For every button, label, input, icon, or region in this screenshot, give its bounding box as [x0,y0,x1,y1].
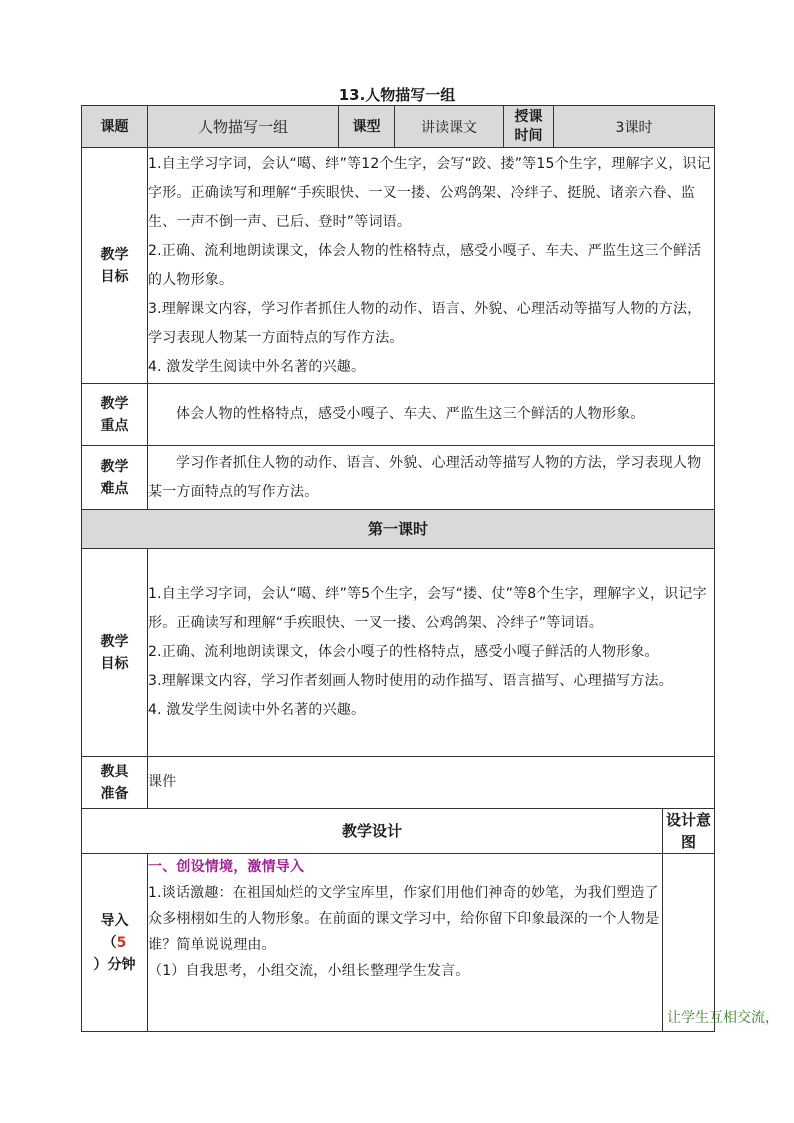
key-points-text: 体会人物的性格特点，感受小嘎子、车夫、严监生这三个鲜活的人物形象。 [148,384,715,446]
intro-label [82,854,148,1032]
intro-label-line-3: ）分钟 [93,956,136,973]
first-lesson-goals-label-line-2: 目标 [100,655,129,672]
key-points-row [82,384,715,446]
intent-column-header: 设计意图 [663,809,715,854]
first-lesson-row [82,510,715,549]
tools-label-line-1: 教具 [100,763,129,780]
first-lesson-goal-item: 4. 激发学生阅读中外名著的兴趣。 [148,702,366,718]
goal-item: 4. 激发学生阅读中外名著的兴趣。 [148,358,366,375]
goals-content [148,148,715,384]
tools-value: 课件 [148,757,715,809]
lesson-plan-table [81,105,779,1032]
type-value: 讲读课文 [395,106,504,148]
key-points-label [82,384,148,446]
time-value: 3课时 [554,106,715,148]
difficulties-label [82,446,148,510]
goals-label-line-2: 目标 [100,268,129,285]
difficulties-row [82,446,715,510]
first-lesson-goal-item: 3.理解课文内容，学习作者刻画人物时使用的动作描写、语言描写、心理描写方法。 [148,673,673,689]
tools-label [82,757,148,809]
tools-row [82,757,715,809]
goals-label [82,148,148,384]
first-lesson-goal-item: 1.自主学习字词，会认“噶、绊”等5个生字，会写“搂、仗”等8个生字，理解字义，识记字形。正确读写和理解“手疾眼快、一叉一搂、公鸡鸽架、冷绊子”等词语。 [148,586,707,631]
tools-label-line-2: 准备 [100,785,129,802]
first-lesson-goals-label-line-1: 教学 [100,633,129,650]
intro-paragraph-1: 1.谈话激趣：在祖国灿烂的文学宝库里，作家们用他们神奇的妙笔，为我们塑造了众多栩栩如生的人物形象。在前面的课文学习中，给你留下印象最深的一个人物是谁？简单说说理由。 [148,885,660,953]
time-label-line-2: 时间 [514,127,543,144]
difficulties-label-line-2: 难点 [100,480,129,497]
time-label [504,106,554,148]
time-label-line-1: 授课 [514,108,543,125]
lesson-value: 人物描写一组 [148,106,339,148]
first-lesson-heading: 第一课时 [82,510,715,549]
page-title: 13.人物描写一组 [338,86,456,104]
goal-item: 2.正确、流利地朗读课文，体会人物的性格特点，感受小嘎子、车夫、严监生这三个鲜活的人物形象。 [148,242,702,288]
intro-paren-open: （ [102,934,117,951]
type-label: 课型 [339,106,395,148]
design-header-row [82,809,715,854]
intro-minutes: 5 [116,934,127,951]
difficulties-label-line-1: 教学 [100,458,129,475]
design-column-header: 教学设计 [82,809,663,854]
intro-intent: 让学生互相交流， [663,854,715,1032]
intro-minutes-line [82,932,147,954]
header-row [82,106,715,148]
first-lesson-goal-item: 2.正确、流利地朗读课文，体会小嘎子的性格特点，感受小嘎子鲜活的人物形象。 [148,644,659,660]
intro-paragraph-2: （1）自我思考，小组交流，小组长整理学生发言。 [148,963,470,979]
first-lesson-goals-content [148,549,715,757]
goals-label-line-1: 教学 [100,246,129,263]
intro-section-title: 一、创设情境，激情导入 [148,859,305,875]
goal-item: 3.理解课文内容，学习作者抓住人物的动作、语言、外貌、心理活动等描写人物的方法，学习表现人物某一方面特点的写作方法。 [148,300,702,346]
first-lesson-goals-label [82,549,148,757]
lesson-label: 课题 [82,106,148,148]
intro-label-line-1: 导入 [100,912,129,929]
goal-item: 1.自主学习字词，会认“噶、绊”等12个生字，会写“跤、搂”等15个生字，理解字义，识记字形。正确读写和理解“手疾眼快、一叉一搂、公鸡鸽架、冷绊子、挺脱、诸亲六眷、监生、一声不倒一声、已后、登时”等词语。 [148,155,711,230]
intro-content [148,854,663,1032]
key-points-label-line-2: 重点 [100,417,129,434]
key-points-label-line-1: 教学 [100,395,129,412]
first-lesson-goals-row [82,549,715,757]
difficulties-text: 学习作者抓住人物的动作、语言、外貌、心理活动等描写人物的方法，学习表现人物某一方面特点的写作方法。 [148,446,715,510]
goals-row [82,148,715,384]
intro-row [82,854,715,1032]
